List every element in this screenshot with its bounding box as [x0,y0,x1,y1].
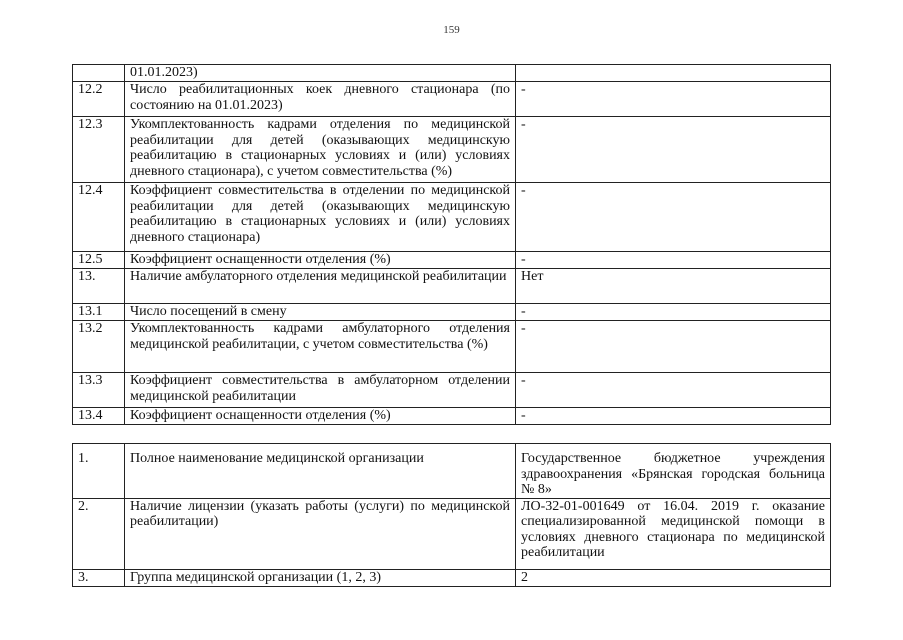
row-number: 12.5 [73,252,125,269]
row-number: 13.3 [73,373,125,408]
row-number: 13.2 [73,321,125,373]
row-value: - [516,117,831,183]
row-description: Коэффициент оснащенности отделения (%) [125,408,516,425]
row-description: Укомплектованность кадрами отделения по медицинской реабилитации для детей (оказывающих медицинскую реабилитацию в стационарных условиях и (или) условиях дневного стационара), с учетом совместительства (%) [125,117,516,183]
row-value: - [516,82,831,117]
row-number: 12.2 [73,82,125,117]
table-row [73,117,831,183]
row-description: Полное наименование медицинской организации [125,444,516,499]
row-description: Наличие амбулаторного отделения медицинской реабилитации [125,269,516,304]
table-row [73,569,831,586]
row-value: - [516,183,831,252]
page-number: 159 [443,24,460,36]
row-value: 2 [516,569,831,586]
row-value: - [516,373,831,408]
organization-table [72,443,831,587]
table-row [73,65,831,82]
row-description: Группа медицинской организации (1, 2, 3) [125,569,516,586]
row-number: 13. [73,269,125,304]
row-number: 1. [73,444,125,499]
row-value: ЛО-32-01-001649 от 16.04. 2019 г. оказание специализированной медицинской помощи в условиях дневного стационара по медицинской реабилитации [516,498,831,569]
table-row [73,304,831,321]
row-number: 13.1 [73,304,125,321]
row-value: Государственное бюджетное учреждения здравоохранения «Брянская городская больница № 8» [516,444,831,499]
row-number: 3. [73,569,125,586]
table-row [73,269,831,304]
row-description: Укомплектованность кадрами амбулаторного отделения медицинской реабилитации, с учетом совместительства (%) [125,321,516,373]
row-value: - [516,304,831,321]
table-row [73,444,831,499]
table-row [73,408,831,425]
table-row [73,321,831,373]
row-description: Число посещений в смену [125,304,516,321]
row-number: 2. [73,498,125,569]
table-row [73,252,831,269]
row-value [516,65,831,82]
row-number: 13.4 [73,408,125,425]
row-number: 12.4 [73,183,125,252]
row-description: Коэффициент совместительства в амбулаторном отделении медицинской реабилитации [125,373,516,408]
row-description: Коэффициент оснащенности отделения (%) [125,252,516,269]
row-description: Наличие лицензии (указать работы (услуги) по медицинской реабилитации) [125,498,516,569]
row-number: 12.3 [73,117,125,183]
table-row [73,373,831,408]
row-value: Нет [516,269,831,304]
indicators-table [72,64,831,425]
row-value: - [516,321,831,373]
row-description: Коэффициент совместительства в отделении по медицинской реабилитации для детей (оказывающих медицинскую реабилитацию в стационарных условиях и (или) условиях дневного стационара) [125,183,516,252]
row-description: 01.01.2023) [125,65,516,82]
row-value: - [516,252,831,269]
row-description: Число реабилитационных коек дневного стационара (по состоянию на 01.01.2023) [125,82,516,117]
row-value: - [516,408,831,425]
table-row [73,498,831,569]
table-row [73,82,831,117]
row-number [73,65,125,82]
table-row [73,183,831,252]
